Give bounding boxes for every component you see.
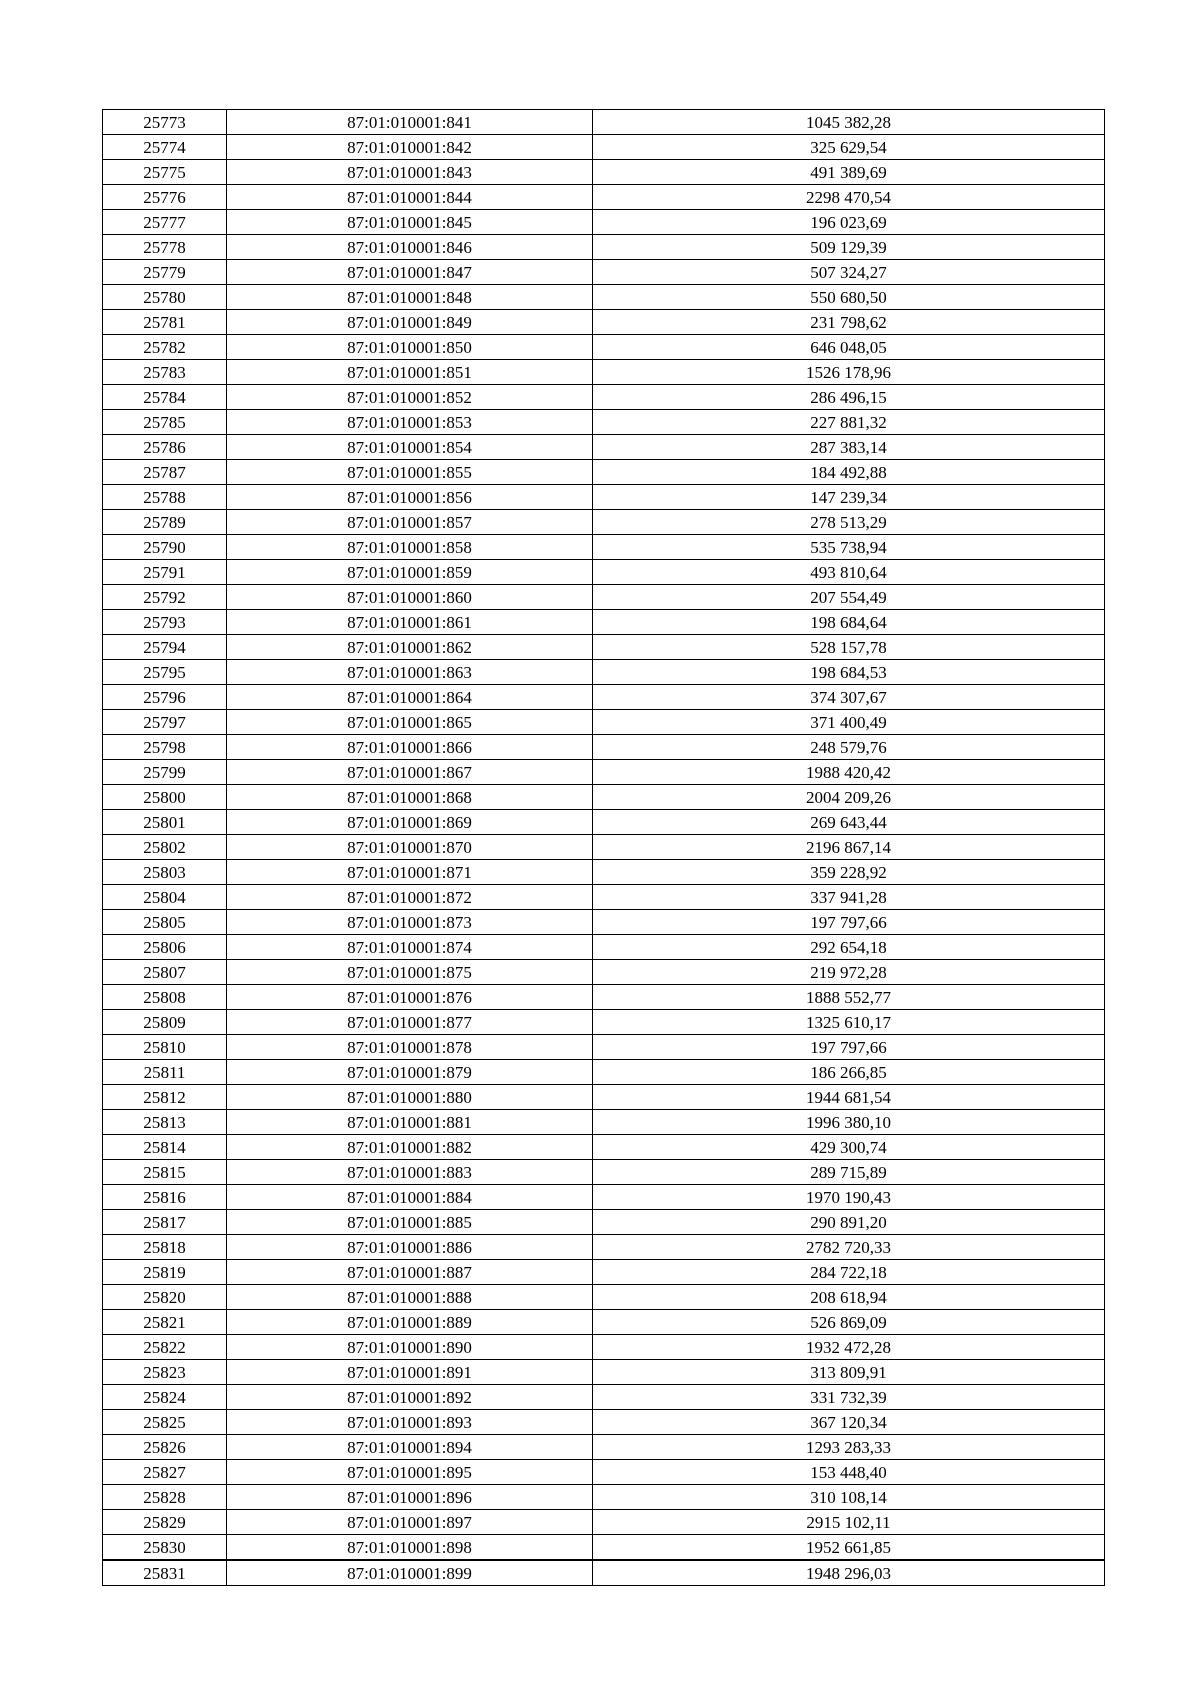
cadastral-value-cell: 231 798,62 bbox=[593, 310, 1105, 335]
table-row bbox=[103, 610, 1105, 635]
cadastral-value-cell: 550 680,50 bbox=[593, 285, 1105, 310]
cadastral-number-cell: 87:01:010001:899 bbox=[227, 1560, 593, 1586]
table-row bbox=[103, 1260, 1105, 1285]
cadastral-number-cell: 87:01:010001:880 bbox=[227, 1085, 593, 1110]
row-number-cell: 25807 bbox=[103, 960, 227, 985]
cadastral-number-cell: 87:01:010001:857 bbox=[227, 510, 593, 535]
cadastral-value-cell: 153 448,40 bbox=[593, 1460, 1105, 1485]
table-row bbox=[103, 1035, 1105, 1060]
cadastral-value-cell: 278 513,29 bbox=[593, 510, 1105, 535]
cadastral-value-cell: 1325 610,17 bbox=[593, 1010, 1105, 1035]
table-row bbox=[103, 1235, 1105, 1260]
row-number-cell: 25782 bbox=[103, 335, 227, 360]
cadastral-value-cell: 207 554,49 bbox=[593, 585, 1105, 610]
table-row bbox=[103, 460, 1105, 485]
table-row bbox=[103, 510, 1105, 535]
cadastral-value-cell: 184 492,88 bbox=[593, 460, 1105, 485]
cadastral-value-cell: 219 972,28 bbox=[593, 960, 1105, 985]
row-number-cell: 25773 bbox=[103, 110, 227, 135]
cadastral-number-cell: 87:01:010001:841 bbox=[227, 110, 593, 135]
table-row bbox=[103, 710, 1105, 735]
cadastral-value-cell: 147 239,34 bbox=[593, 485, 1105, 510]
cadastral-number-cell: 87:01:010001:878 bbox=[227, 1035, 593, 1060]
row-number-cell: 25826 bbox=[103, 1435, 227, 1460]
table-row bbox=[103, 1160, 1105, 1185]
row-number-cell: 25831 bbox=[103, 1560, 227, 1586]
cadastral-value-cell: 2915 102,11 bbox=[593, 1510, 1105, 1535]
cadastral-number-cell: 87:01:010001:884 bbox=[227, 1185, 593, 1210]
cadastral-number-cell: 87:01:010001:845 bbox=[227, 210, 593, 235]
row-number-cell: 25789 bbox=[103, 510, 227, 535]
cadastral-value-cell: 2782 720,33 bbox=[593, 1235, 1105, 1260]
row-number-cell: 25788 bbox=[103, 485, 227, 510]
cadastral-number-cell: 87:01:010001:858 bbox=[227, 535, 593, 560]
cadastral-number-cell: 87:01:010001:875 bbox=[227, 960, 593, 985]
cadastral-number-cell: 87:01:010001:868 bbox=[227, 785, 593, 810]
cadastral-value-cell: 535 738,94 bbox=[593, 535, 1105, 560]
cadastral-value-cell: 1988 420,42 bbox=[593, 760, 1105, 785]
cadastral-value-cell: 198 684,53 bbox=[593, 660, 1105, 685]
row-number-cell: 25791 bbox=[103, 560, 227, 585]
row-number-cell: 25825 bbox=[103, 1410, 227, 1435]
table-row bbox=[103, 185, 1105, 210]
cadastral-number-cell: 87:01:010001:852 bbox=[227, 385, 593, 410]
table-row bbox=[103, 110, 1105, 135]
table-row bbox=[103, 260, 1105, 285]
row-number-cell: 25829 bbox=[103, 1510, 227, 1535]
cadastral-value-cell: 1526 178,96 bbox=[593, 360, 1105, 385]
table-row bbox=[103, 760, 1105, 785]
cadastral-value-cell: 284 722,18 bbox=[593, 1260, 1105, 1285]
cadastral-value-cell: 491 389,69 bbox=[593, 160, 1105, 185]
cadastral-value-cell: 429 300,74 bbox=[593, 1135, 1105, 1160]
row-number-cell: 25812 bbox=[103, 1085, 227, 1110]
table-row bbox=[103, 785, 1105, 810]
table-row bbox=[103, 835, 1105, 860]
table-row bbox=[103, 1410, 1105, 1435]
table-row bbox=[103, 335, 1105, 360]
cadastral-value-cell: 287 383,14 bbox=[593, 435, 1105, 460]
table-row bbox=[103, 285, 1105, 310]
cadastral-value-cell: 509 129,39 bbox=[593, 235, 1105, 260]
cadastral-number-cell: 87:01:010001:844 bbox=[227, 185, 593, 210]
row-number-cell: 25796 bbox=[103, 685, 227, 710]
cadastral-number-cell: 87:01:010001:864 bbox=[227, 685, 593, 710]
cadastral-value-table bbox=[102, 109, 1105, 1586]
row-number-cell: 25785 bbox=[103, 410, 227, 435]
cadastral-value-cell: 2298 470,54 bbox=[593, 185, 1105, 210]
table-row bbox=[103, 885, 1105, 910]
cadastral-value-cell: 292 654,18 bbox=[593, 935, 1105, 960]
table-row bbox=[103, 210, 1105, 235]
row-number-cell: 25783 bbox=[103, 360, 227, 385]
cadastral-value-cell: 1952 661,85 bbox=[593, 1535, 1105, 1561]
cadastral-number-cell: 87:01:010001:896 bbox=[227, 1485, 593, 1510]
table-row bbox=[103, 910, 1105, 935]
cadastral-value-cell: 269 643,44 bbox=[593, 810, 1105, 835]
cadastral-number-cell: 87:01:010001:897 bbox=[227, 1510, 593, 1535]
table-row bbox=[103, 1485, 1105, 1510]
cadastral-value-cell: 197 797,66 bbox=[593, 910, 1105, 935]
table-row bbox=[103, 960, 1105, 985]
cadastral-number-cell: 87:01:010001:874 bbox=[227, 935, 593, 960]
table-row bbox=[103, 1110, 1105, 1135]
table-row bbox=[103, 735, 1105, 760]
table-row bbox=[103, 160, 1105, 185]
cadastral-number-cell: 87:01:010001:842 bbox=[227, 135, 593, 160]
row-number-cell: 25778 bbox=[103, 235, 227, 260]
row-number-cell: 25798 bbox=[103, 735, 227, 760]
cadastral-number-cell: 87:01:010001:848 bbox=[227, 285, 593, 310]
cadastral-value-cell: 526 869,09 bbox=[593, 1310, 1105, 1335]
cadastral-value-cell: 248 579,76 bbox=[593, 735, 1105, 760]
row-number-cell: 25818 bbox=[103, 1235, 227, 1260]
cadastral-number-cell: 87:01:010001:890 bbox=[227, 1335, 593, 1360]
cadastral-number-cell: 87:01:010001:847 bbox=[227, 260, 593, 285]
cadastral-number-cell: 87:01:010001:892 bbox=[227, 1385, 593, 1410]
row-number-cell: 25820 bbox=[103, 1285, 227, 1310]
table-row bbox=[103, 1435, 1105, 1460]
cadastral-number-cell: 87:01:010001:854 bbox=[227, 435, 593, 460]
cadastral-value-cell: 325 629,54 bbox=[593, 135, 1105, 160]
table-body bbox=[103, 110, 1105, 1586]
table-row bbox=[103, 635, 1105, 660]
row-number-cell: 25799 bbox=[103, 760, 227, 785]
row-number-cell: 25795 bbox=[103, 660, 227, 685]
cadastral-number-cell: 87:01:010001:866 bbox=[227, 735, 593, 760]
table-row bbox=[103, 410, 1105, 435]
row-number-cell: 25823 bbox=[103, 1360, 227, 1385]
cadastral-number-cell: 87:01:010001:876 bbox=[227, 985, 593, 1010]
cadastral-number-cell: 87:01:010001:843 bbox=[227, 160, 593, 185]
row-number-cell: 25779 bbox=[103, 260, 227, 285]
cadastral-value-cell: 1970 190,43 bbox=[593, 1185, 1105, 1210]
cadastral-number-cell: 87:01:010001:895 bbox=[227, 1460, 593, 1485]
table-row bbox=[103, 1135, 1105, 1160]
cadastral-number-cell: 87:01:010001:861 bbox=[227, 610, 593, 635]
table-row bbox=[103, 1285, 1105, 1310]
cadastral-number-cell: 87:01:010001:869 bbox=[227, 810, 593, 835]
table-row bbox=[103, 435, 1105, 460]
table-row bbox=[103, 560, 1105, 585]
cadastral-value-cell: 1045 382,28 bbox=[593, 110, 1105, 135]
row-number-cell: 25775 bbox=[103, 160, 227, 185]
cadastral-number-cell: 87:01:010001:870 bbox=[227, 835, 593, 860]
cadastral-number-cell: 87:01:010001:882 bbox=[227, 1135, 593, 1160]
table-row bbox=[103, 1185, 1105, 1210]
cadastral-number-cell: 87:01:010001:849 bbox=[227, 310, 593, 335]
cadastral-value-cell: 196 023,69 bbox=[593, 210, 1105, 235]
cadastral-value-cell: 371 400,49 bbox=[593, 710, 1105, 735]
row-number-cell: 25801 bbox=[103, 810, 227, 835]
table-row bbox=[103, 310, 1105, 335]
table-row bbox=[103, 135, 1105, 160]
cadastral-number-cell: 87:01:010001:855 bbox=[227, 460, 593, 485]
cadastral-number-cell: 87:01:010001:885 bbox=[227, 1210, 593, 1235]
cadastral-number-cell: 87:01:010001:886 bbox=[227, 1235, 593, 1260]
table-row bbox=[103, 385, 1105, 410]
cadastral-number-cell: 87:01:010001:856 bbox=[227, 485, 593, 510]
cadastral-value-cell: 310 108,14 bbox=[593, 1485, 1105, 1510]
cadastral-value-cell: 286 496,15 bbox=[593, 385, 1105, 410]
table-row bbox=[103, 485, 1105, 510]
table-row bbox=[103, 1060, 1105, 1085]
cadastral-number-cell: 87:01:010001:881 bbox=[227, 1110, 593, 1135]
cadastral-number-cell: 87:01:010001:862 bbox=[227, 635, 593, 660]
cadastral-value-cell: 1888 552,77 bbox=[593, 985, 1105, 1010]
cadastral-number-cell: 87:01:010001:893 bbox=[227, 1410, 593, 1435]
cadastral-number-cell: 87:01:010001:887 bbox=[227, 1260, 593, 1285]
row-number-cell: 25784 bbox=[103, 385, 227, 410]
cadastral-value-cell: 197 797,66 bbox=[593, 1035, 1105, 1060]
cadastral-value-cell: 2004 209,26 bbox=[593, 785, 1105, 810]
row-number-cell: 25797 bbox=[103, 710, 227, 735]
row-number-cell: 25810 bbox=[103, 1035, 227, 1060]
table-row bbox=[103, 1535, 1105, 1561]
row-number-cell: 25781 bbox=[103, 310, 227, 335]
row-number-cell: 25821 bbox=[103, 1310, 227, 1335]
cadastral-value-cell: 290 891,20 bbox=[593, 1210, 1105, 1235]
cadastral-value-cell: 367 120,34 bbox=[593, 1410, 1105, 1435]
row-number-cell: 25819 bbox=[103, 1260, 227, 1285]
cadastral-value-cell: 1996 380,10 bbox=[593, 1110, 1105, 1135]
cadastral-value-cell: 337 941,28 bbox=[593, 885, 1105, 910]
cadastral-number-cell: 87:01:010001:851 bbox=[227, 360, 593, 385]
table-row bbox=[103, 935, 1105, 960]
cadastral-number-cell: 87:01:010001:894 bbox=[227, 1435, 593, 1460]
cadastral-number-cell: 87:01:010001:872 bbox=[227, 885, 593, 910]
document-table-container bbox=[102, 109, 1104, 1586]
cadastral-value-cell: 1944 681,54 bbox=[593, 1085, 1105, 1110]
cadastral-number-cell: 87:01:010001:898 bbox=[227, 1535, 593, 1561]
row-number-cell: 25828 bbox=[103, 1485, 227, 1510]
row-number-cell: 25827 bbox=[103, 1460, 227, 1485]
cadastral-number-cell: 87:01:010001:879 bbox=[227, 1060, 593, 1085]
table-row bbox=[103, 585, 1105, 610]
cadastral-number-cell: 87:01:010001:859 bbox=[227, 560, 593, 585]
cadastral-number-cell: 87:01:010001:867 bbox=[227, 760, 593, 785]
cadastral-value-cell: 208 618,94 bbox=[593, 1285, 1105, 1310]
cadastral-value-cell: 289 715,89 bbox=[593, 1160, 1105, 1185]
cadastral-value-cell: 227 881,32 bbox=[593, 410, 1105, 435]
cadastral-number-cell: 87:01:010001:865 bbox=[227, 710, 593, 735]
cadastral-number-cell: 87:01:010001:863 bbox=[227, 660, 593, 685]
cadastral-number-cell: 87:01:010001:873 bbox=[227, 910, 593, 935]
cadastral-value-cell: 331 732,39 bbox=[593, 1385, 1105, 1410]
cadastral-value-cell: 1932 472,28 bbox=[593, 1335, 1105, 1360]
row-number-cell: 25780 bbox=[103, 285, 227, 310]
row-number-cell: 25830 bbox=[103, 1535, 227, 1561]
cadastral-value-cell: 1948 296,03 bbox=[593, 1560, 1105, 1586]
cadastral-value-cell: 2196 867,14 bbox=[593, 835, 1105, 860]
table-row bbox=[103, 1335, 1105, 1360]
cadastral-value-cell: 493 810,64 bbox=[593, 560, 1105, 585]
table-row bbox=[103, 810, 1105, 835]
cadastral-number-cell: 87:01:010001:850 bbox=[227, 335, 593, 360]
table-row bbox=[103, 1310, 1105, 1335]
table-row bbox=[103, 235, 1105, 260]
row-number-cell: 25808 bbox=[103, 985, 227, 1010]
cadastral-value-cell: 646 048,05 bbox=[593, 335, 1105, 360]
cadastral-value-cell: 313 809,91 bbox=[593, 1360, 1105, 1385]
row-number-cell: 25809 bbox=[103, 1010, 227, 1035]
row-number-cell: 25793 bbox=[103, 610, 227, 635]
table-row bbox=[103, 1210, 1105, 1235]
row-number-cell: 25786 bbox=[103, 435, 227, 460]
table-row bbox=[103, 685, 1105, 710]
cadastral-number-cell: 87:01:010001:888 bbox=[227, 1285, 593, 1310]
table-row bbox=[103, 1010, 1105, 1035]
row-number-cell: 25777 bbox=[103, 210, 227, 235]
cadastral-value-cell: 1293 283,33 bbox=[593, 1435, 1105, 1460]
row-number-cell: 25822 bbox=[103, 1335, 227, 1360]
cadastral-number-cell: 87:01:010001:860 bbox=[227, 585, 593, 610]
row-number-cell: 25803 bbox=[103, 860, 227, 885]
table-row bbox=[103, 360, 1105, 385]
table-row bbox=[103, 1360, 1105, 1385]
row-number-cell: 25804 bbox=[103, 885, 227, 910]
table-row bbox=[103, 860, 1105, 885]
cadastral-number-cell: 87:01:010001:889 bbox=[227, 1310, 593, 1335]
row-number-cell: 25790 bbox=[103, 535, 227, 560]
row-number-cell: 25792 bbox=[103, 585, 227, 610]
row-number-cell: 25813 bbox=[103, 1110, 227, 1135]
row-number-cell: 25802 bbox=[103, 835, 227, 860]
row-number-cell: 25815 bbox=[103, 1160, 227, 1185]
table-row bbox=[103, 535, 1105, 560]
row-number-cell: 25787 bbox=[103, 460, 227, 485]
row-number-cell: 25805 bbox=[103, 910, 227, 935]
row-number-cell: 25824 bbox=[103, 1385, 227, 1410]
table-row bbox=[103, 1460, 1105, 1485]
cadastral-value-cell: 507 324,27 bbox=[593, 260, 1105, 285]
table-row bbox=[103, 1510, 1105, 1535]
row-number-cell: 25811 bbox=[103, 1060, 227, 1085]
cadastral-value-cell: 186 266,85 bbox=[593, 1060, 1105, 1085]
row-number-cell: 25817 bbox=[103, 1210, 227, 1235]
row-number-cell: 25814 bbox=[103, 1135, 227, 1160]
row-number-cell: 25800 bbox=[103, 785, 227, 810]
table-row bbox=[103, 1085, 1105, 1110]
row-number-cell: 25776 bbox=[103, 185, 227, 210]
table-row bbox=[103, 660, 1105, 685]
table-row bbox=[103, 1560, 1105, 1586]
row-number-cell: 25806 bbox=[103, 935, 227, 960]
cadastral-number-cell: 87:01:010001:883 bbox=[227, 1160, 593, 1185]
row-number-cell: 25794 bbox=[103, 635, 227, 660]
table-row bbox=[103, 985, 1105, 1010]
row-number-cell: 25816 bbox=[103, 1185, 227, 1210]
cadastral-value-cell: 359 228,92 bbox=[593, 860, 1105, 885]
table-row bbox=[103, 1385, 1105, 1410]
cadastral-number-cell: 87:01:010001:853 bbox=[227, 410, 593, 435]
cadastral-number-cell: 87:01:010001:871 bbox=[227, 860, 593, 885]
cadastral-value-cell: 374 307,67 bbox=[593, 685, 1105, 710]
cadastral-number-cell: 87:01:010001:891 bbox=[227, 1360, 593, 1385]
cadastral-number-cell: 87:01:010001:846 bbox=[227, 235, 593, 260]
cadastral-value-cell: 198 684,64 bbox=[593, 610, 1105, 635]
cadastral-value-cell: 528 157,78 bbox=[593, 635, 1105, 660]
cadastral-number-cell: 87:01:010001:877 bbox=[227, 1010, 593, 1035]
row-number-cell: 25774 bbox=[103, 135, 227, 160]
